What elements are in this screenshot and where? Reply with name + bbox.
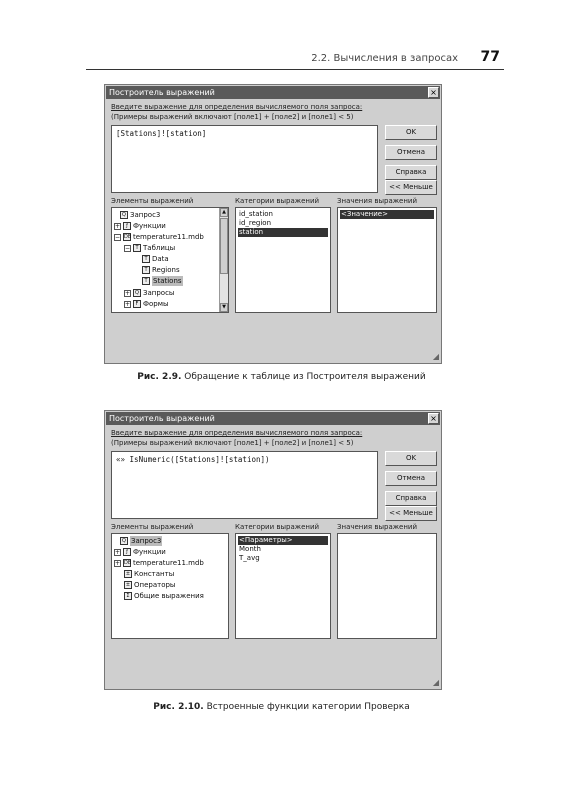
operators-icon: ± [125,582,131,588]
categories-label: Категории выражений [235,197,320,205]
caption-text: Обращение к таблице из Построителя выражений [181,372,426,382]
tree-item[interactable]: + DB temperature11.mdb [115,559,204,567]
tree-item[interactable]: + Q Запросы [125,289,175,297]
expand-icon[interactable]: + [125,300,131,308]
figure-number: Рис. 2.10. [153,702,204,712]
database-icon: DB [124,560,132,566]
help-button[interactable]: Справка [385,165,437,180]
scroll-up-icon[interactable]: ▲ [220,208,228,217]
list-item[interactable]: T_avg [239,554,260,562]
values-list[interactable] [337,207,437,313]
less-button[interactable]: << Меньше [385,180,437,195]
form-icon: F [133,300,141,308]
table-icon: T [133,244,141,252]
section-title: 2.2. Вычисления в запросах [311,53,458,64]
collapse-icon[interactable]: − [115,233,121,241]
constants-icon: ± [125,571,131,577]
tree-item[interactable]: + ƒ Функции [115,222,166,230]
collapse-icon[interactable]: − [125,244,131,252]
list-item-selected[interactable]: <Параметры> [238,536,328,545]
less-button[interactable]: << Меньше [385,506,437,521]
scroll-down-icon[interactable]: ▼ [220,303,228,312]
page-number: 77 [480,49,500,65]
cancel-button[interactable]: Отмена [385,471,437,486]
prompt-label: Введите выражение для определения вычисляемого поля запроса: [111,429,363,437]
resize-grip-icon[interactable]: ◢ [432,352,439,361]
database-icon: DB [124,234,132,240]
query-icon: Q [120,211,128,219]
values-label: Значения выражений [337,523,418,531]
tree-item[interactable]: + F Формы [125,300,169,308]
tree-item[interactable]: ± Операторы [125,581,176,589]
elements-label: Элементы выражений [111,523,194,531]
caption-text: Встроенные функции категории Проверка [203,702,410,712]
tree-item[interactable]: T Data [142,254,169,264]
table-icon: T [142,277,150,285]
dialog-title-bar [106,86,440,99]
dialog-title: Построитель выражений [109,88,215,97]
figure-number: Рис. 2.9. [137,372,182,382]
categories-list[interactable] [235,207,331,313]
ok-button[interactable]: OK [385,125,437,140]
resize-grip-icon[interactable]: ◢ [432,678,439,687]
tree-item[interactable]: Σ Общие выражения [124,591,204,601]
ok-button[interactable]: OK [385,451,437,466]
expression-builder-dialog-1 [104,84,442,364]
table-icon: T [142,266,150,274]
common-expressions-icon: Σ [124,592,132,600]
expression-builder-dialog-2 [104,410,442,690]
dialog-title-bar [106,412,440,425]
elements-tree[interactable] [111,533,229,639]
expand-icon[interactable]: + [115,222,121,230]
examples-label: (Примеры выражений включают [поле1] + [поле2] и [поле1] < 5) [111,113,354,121]
close-button[interactable]: × [428,87,439,98]
elements-tree[interactable] [111,207,229,313]
values-label: Значения выражений [337,197,418,205]
tree-item[interactable]: + ƒ Функции [115,548,166,556]
list-item[interactable]: Month [239,545,261,553]
categories-list[interactable] [235,533,331,639]
categories-label: Категории выражений [235,523,320,531]
elements-label: Элементы выражений [111,197,194,205]
figure-caption-1 [0,372,563,382]
table-icon: T [142,255,150,263]
dialog-title: Построитель выражений [109,414,215,423]
tree-item-selected[interactable]: Q Запрос3 [120,536,162,546]
expand-icon[interactable]: + [125,289,131,297]
list-item[interactable]: id_station [239,210,273,218]
figure-caption-2 [0,702,563,712]
prompt-label: Введите выражение для определения вычисляемого поля запроса: [111,103,363,111]
help-button[interactable]: Справка [385,491,437,506]
tree-item-selected[interactable]: T Stations [142,276,183,286]
cancel-button[interactable]: Отмена [385,145,437,160]
tree-item[interactable]: ± Константы [125,570,175,578]
expression-input[interactable]: «» IsNumeric([Stations]![station]) [111,451,378,519]
query-icon: Q [133,289,141,297]
expand-icon[interactable]: + [115,548,121,556]
function-icon: ƒ [123,548,131,556]
expand-icon[interactable]: + [115,559,121,567]
running-head [86,48,504,70]
tree-item[interactable]: − T Таблицы [125,244,176,252]
values-list[interactable] [337,533,437,639]
list-item[interactable]: id_region [239,219,272,227]
list-item-selected[interactable]: station [238,228,328,237]
list-item-selected[interactable]: <Значение> [340,210,434,219]
expression-input[interactable]: [Stations]![station] [111,125,378,193]
close-button[interactable]: × [428,413,439,424]
tree-item[interactable]: T Regions [142,265,180,275]
scroll-thumb[interactable] [220,218,228,274]
tree-item[interactable]: Q Запрос3 [120,210,160,220]
tree-item[interactable]: − DB temperature11.mdb [115,233,204,241]
function-icon: ƒ [123,222,131,230]
examples-label: (Примеры выражений включают [поле1] + [поле2] и [поле1] < 5) [111,439,354,447]
tree-scrollbar[interactable] [219,208,228,312]
query-icon: Q [120,537,128,545]
